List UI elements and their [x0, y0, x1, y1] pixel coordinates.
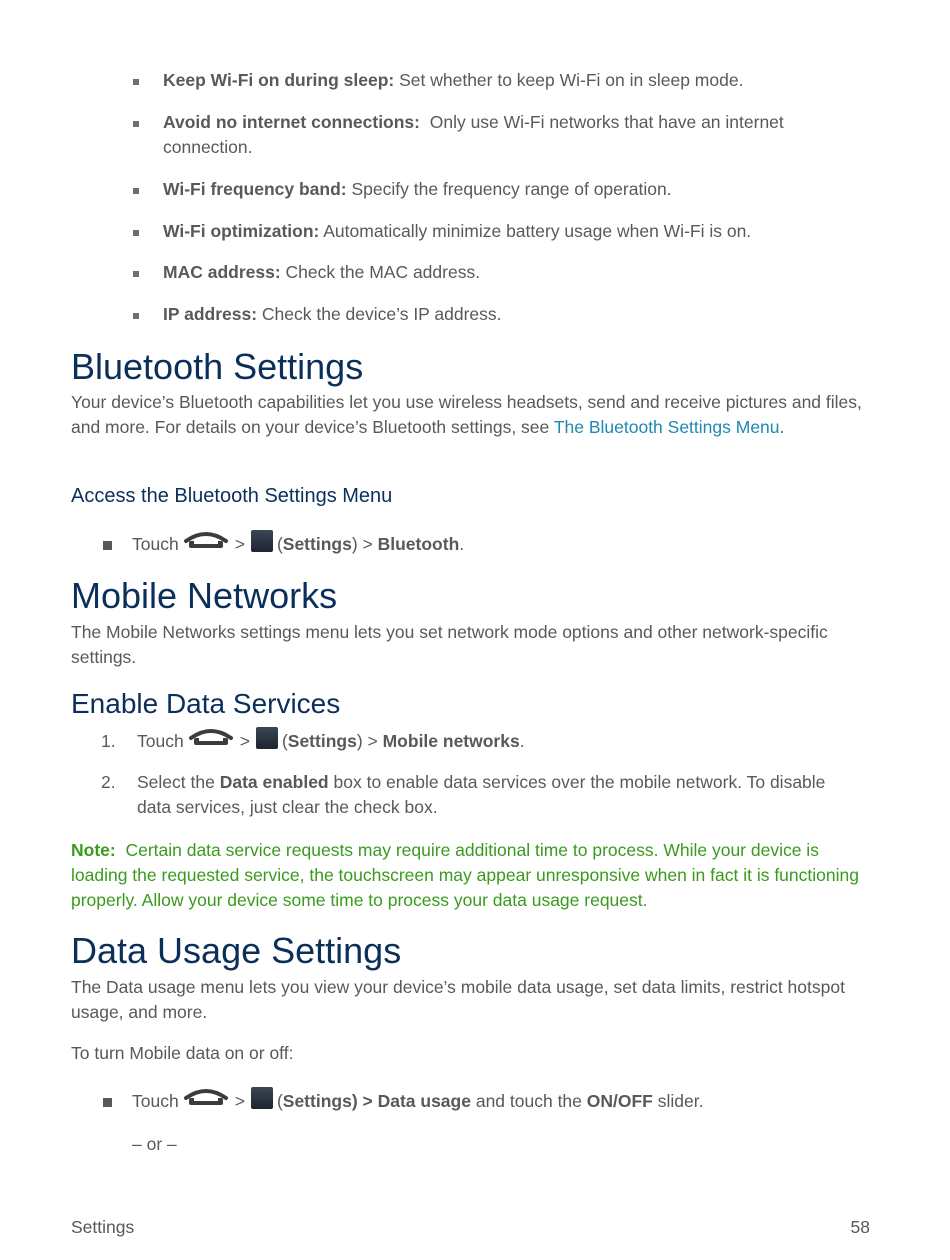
- bullet-marker: [103, 541, 112, 550]
- description: Automatically minimize battery usage when Wi-Fi is on.: [319, 221, 752, 241]
- settings-icon: [251, 530, 273, 552]
- or-separator: – or –: [132, 1134, 177, 1154]
- mobile-networks-intro: The Mobile Networks settings menu lets you set network mode options and other network-specific settings.: [71, 622, 828, 667]
- description: Check the MAC address.: [280, 262, 481, 282]
- data-usage-para: To turn Mobile data on or off:: [71, 1043, 294, 1063]
- bluetooth-heading: Bluetooth Settings: [71, 346, 364, 387]
- page-number: 58: [850, 1217, 870, 1237]
- list-item: [163, 177, 853, 202]
- list-item: [163, 260, 853, 285]
- bluetooth-intro: Your device’s Bluetooth capabilities let you use wireless headsets, send and receive pictures and files, and more. For details on your device’s Bluetooth settings, see The Bluetooth Settings Menu.: [71, 392, 862, 437]
- bullet-marker: [133, 313, 139, 319]
- bullet-marker: [133, 121, 139, 127]
- settings-icon: [251, 1087, 273, 1109]
- term: Wi-Fi frequency band:: [163, 179, 347, 199]
- bluetooth-subheading: Access the Bluetooth Settings Menu: [71, 485, 393, 507]
- term: Keep Wi-Fi on during sleep:: [163, 70, 395, 90]
- settings-icon: [256, 727, 278, 749]
- mobile-step-1: Touch > (Settings) > Mobile networks.: [137, 729, 525, 754]
- home-icon: [188, 726, 234, 750]
- bullet-marker: [133, 188, 139, 194]
- note-callout: Note: Certain data service requests may require additional time to process. While your device is loading the requested service, the touchscreen may appear unresponsive when in fact it is functioning properly. Allow your device some time to process your data usage request.: [71, 840, 864, 910]
- list-item: [163, 302, 853, 327]
- step-number: 2.: [101, 772, 116, 792]
- step-number: 1.: [101, 731, 116, 751]
- list-item: [163, 110, 853, 160]
- list-item: [163, 68, 853, 93]
- bullet-marker: [133, 79, 139, 85]
- description: Specify the frequency range of operation.: [346, 179, 672, 199]
- list-item: [163, 219, 853, 244]
- home-icon: [183, 529, 229, 553]
- description: Check the device’s IP address.: [257, 304, 502, 324]
- bluetooth-step: Touch > (Settings) > Bluetooth.: [132, 532, 464, 557]
- footer-section: Settings: [71, 1217, 135, 1237]
- note-label: Note:: [71, 840, 116, 860]
- data-usage-step: Touch > (Settings) > Data usage and touch the ON/OFF slider.: [132, 1089, 703, 1114]
- term: IP address:: [163, 304, 258, 324]
- bullet-marker: [133, 230, 139, 236]
- bluetooth-settings-link[interactable]: The Bluetooth Settings Menu: [553, 417, 780, 437]
- bullet-marker: [103, 1098, 112, 1107]
- mobile-networks-heading: Mobile Networks: [71, 575, 338, 616]
- description: Set whether to keep Wi-Fi on in sleep mode.: [394, 70, 744, 90]
- data-usage-heading: Data Usage Settings: [71, 930, 402, 971]
- bullet-marker: [133, 271, 139, 277]
- term: Avoid no internet connections:: [163, 112, 420, 132]
- home-icon: [183, 1086, 229, 1110]
- mobile-step-2: Select the Data enabled box to enable data services over the mobile network. To disable data services, just clear the check box.: [137, 772, 826, 817]
- enable-data-subheading: Enable Data Services: [71, 688, 341, 719]
- term: MAC address:: [163, 262, 281, 282]
- term: Wi-Fi optimization:: [163, 221, 320, 241]
- description: Only use Wi-Fi networks that have an internet connection.: [163, 112, 789, 157]
- data-usage-intro: The Data usage menu lets you view your device’s mobile data usage, set data limits, restrict hotspot usage, and more.: [71, 977, 845, 1022]
